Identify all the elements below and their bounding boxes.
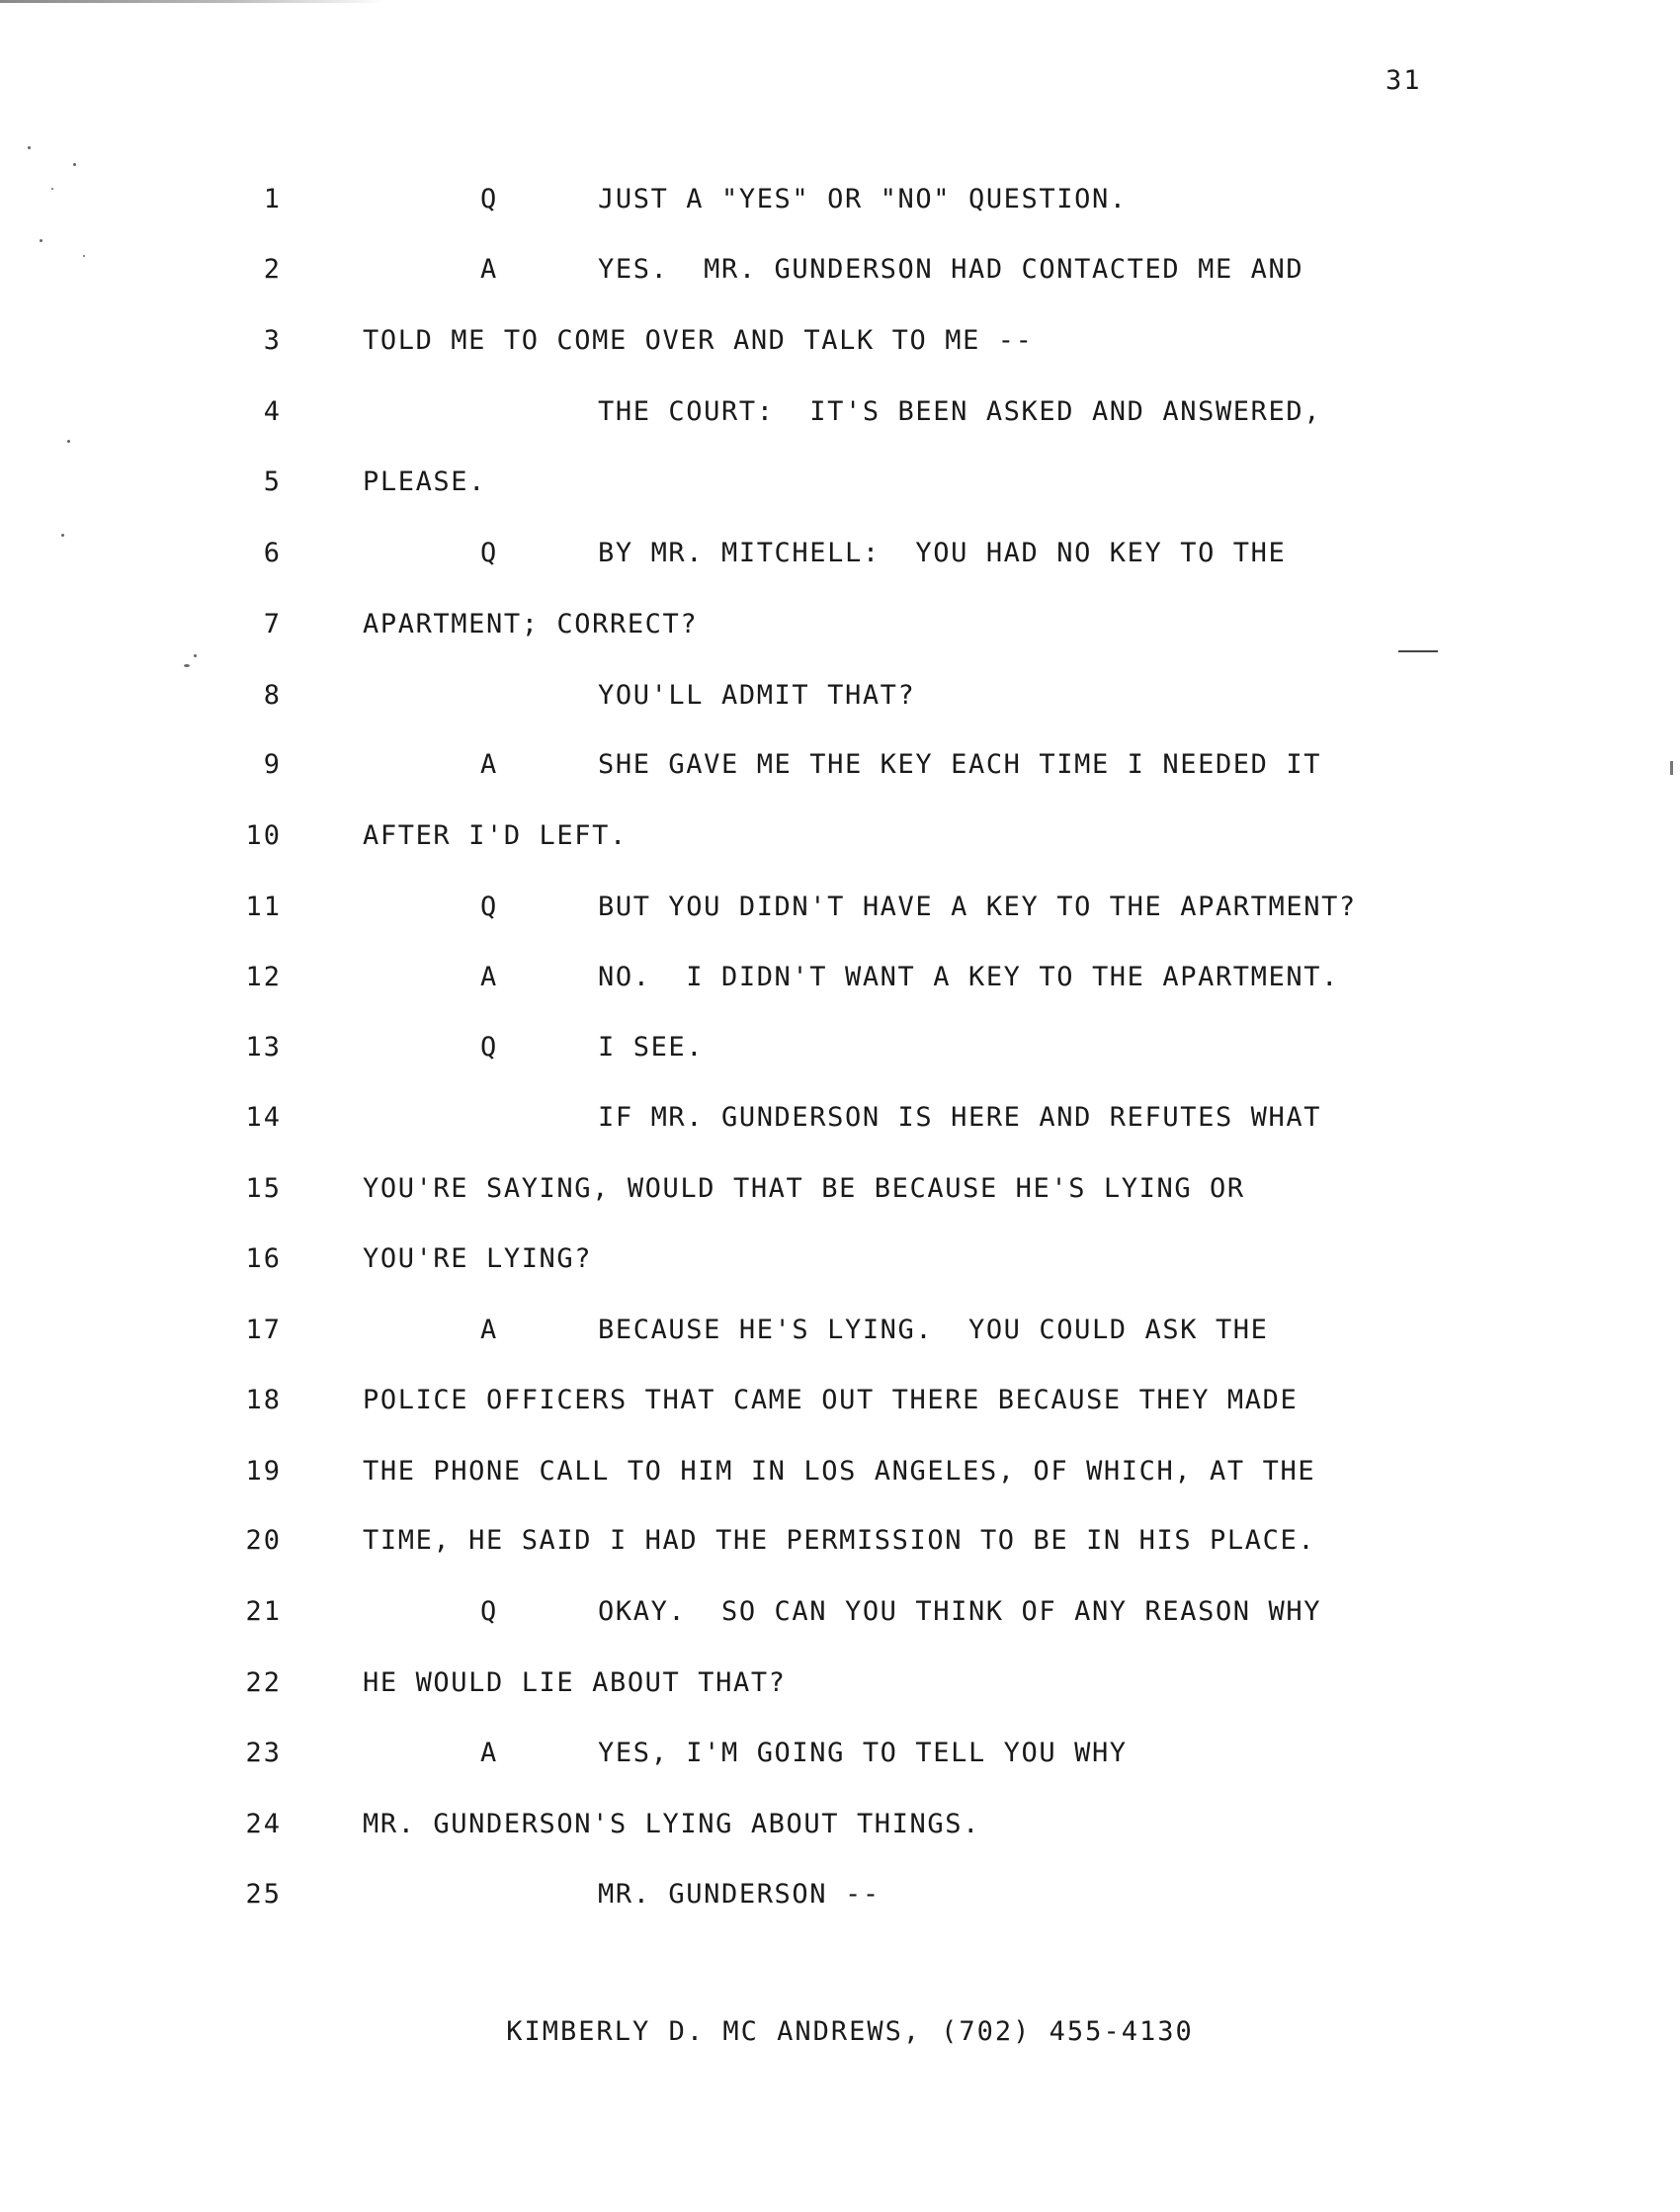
transcript-line	[0, 254, 1680, 294]
line-number: 21	[245, 1596, 282, 1627]
scan-edge-mark	[0, 0, 385, 3]
line-text: YOU'RE SAYING, WOULD THAT BE BECAUSE HE'S LYING OR	[363, 1173, 1245, 1204]
line-number: 5	[263, 467, 282, 497]
transcript-line	[0, 396, 1680, 436]
line-text: HE WOULD LIE ABOUT THAT?	[363, 1667, 787, 1698]
line-text: TIME, HE SAID I HAD THE PERMISSION TO BE IN HIS PLACE.	[363, 1525, 1316, 1556]
line-number: 6	[263, 538, 282, 568]
line-text: THE PHONE CALL TO HIM IN LOS ANGELES, OF WHICH, AT THE	[363, 1456, 1316, 1487]
line-number: 15	[245, 1173, 282, 1204]
reporter-phone: (702) 455-4130	[941, 2016, 1194, 2047]
scan-speck	[194, 654, 197, 657]
line-text: NO. I DIDN'T WANT A KEY TO THE APARTMENT.	[598, 962, 1339, 992]
reporter-name: KIMBERLY D. MC ANDREWS,	[506, 2016, 922, 2047]
line-text: POLICE OFFICERS THAT CAME OUT THERE BECAUSE THEY MADE	[363, 1385, 1299, 1415]
transcript-line	[0, 1315, 1680, 1354]
line-text: BY MR. MITCHELL: YOU HAD NO KEY TO THE	[598, 538, 1287, 568]
line-number: 17	[245, 1315, 282, 1345]
speaker-marker: A	[480, 1738, 497, 1768]
transcript-line	[0, 1032, 1680, 1071]
scan-speck	[67, 440, 70, 443]
line-text: JUST A "YES" OR "NO" QUESTION.	[598, 184, 1128, 214]
line-number: 10	[245, 820, 282, 851]
transcript-line	[0, 1243, 1680, 1283]
speaker-marker: Q	[480, 892, 497, 922]
line-text: TOLD ME TO COME OVER AND TALK TO ME --	[363, 325, 1034, 356]
line-number: 13	[245, 1032, 282, 1063]
transcript-line	[0, 609, 1680, 648]
line-number: 1	[263, 184, 282, 214]
line-text: YOU'RE LYING?	[363, 1243, 593, 1274]
reporter-footer	[0, 2016, 1680, 2047]
line-number: 2	[263, 254, 282, 285]
line-text: IF MR. GUNDERSON IS HERE AND REFUTES WHAT	[598, 1102, 1322, 1133]
transcript-line	[0, 1738, 1680, 1777]
line-number: 4	[263, 396, 282, 427]
line-number: 12	[245, 962, 282, 992]
line-number: 22	[245, 1667, 282, 1698]
line-number: 25	[245, 1879, 282, 1910]
transcript-line	[0, 1596, 1680, 1636]
scan-speck	[28, 146, 31, 149]
margin-dash-mark	[1398, 650, 1438, 652]
speaker-marker: A	[480, 254, 497, 285]
line-number: 16	[245, 1243, 282, 1274]
line-text: SHE GAVE ME THE KEY EACH TIME I NEEDED IT	[598, 749, 1322, 780]
transcript-line	[0, 1385, 1680, 1424]
line-text: YES. MR. GUNDERSON HAD CONTACTED ME AND	[598, 254, 1304, 285]
line-text: MR. GUNDERSON --	[598, 1879, 881, 1910]
speaker-marker: Q	[480, 1032, 497, 1063]
line-number: 9	[263, 749, 282, 780]
line-number: 20	[245, 1525, 282, 1556]
line-text: YOU'LL ADMIT THAT?	[598, 680, 916, 711]
line-number: 14	[245, 1102, 282, 1133]
transcript-line	[0, 1456, 1680, 1495]
line-number: 24	[245, 1809, 282, 1839]
speaker-marker: A	[480, 1315, 497, 1345]
transcript-line	[0, 1525, 1680, 1565]
transcript-line	[0, 1173, 1680, 1213]
transcript-line	[0, 325, 1680, 365]
scan-speck	[61, 534, 64, 537]
speaker-marker: Q	[480, 184, 497, 214]
speaker-marker: Q	[480, 538, 497, 568]
line-number: 19	[245, 1456, 282, 1487]
transcript-line	[0, 820, 1680, 860]
line-number: 23	[245, 1738, 282, 1768]
transcript-line	[0, 962, 1680, 1001]
scan-speck	[184, 664, 190, 667]
scan-speck	[40, 239, 42, 242]
line-text: YES, I'M GOING TO TELL YOU WHY	[598, 1738, 1128, 1768]
line-text: BECAUSE HE'S LYING. YOU COULD ASK THE	[598, 1315, 1269, 1345]
transcript-line	[0, 538, 1680, 577]
line-number: 7	[263, 609, 282, 639]
line-text: MR. GUNDERSON'S LYING ABOUT THINGS.	[363, 1809, 980, 1839]
line-text: BUT YOU DIDN'T HAVE A KEY TO THE APARTMENT?	[598, 892, 1357, 922]
line-text: APARTMENT; CORRECT?	[363, 609, 699, 639]
transcript-line	[0, 1667, 1680, 1707]
line-text: AFTER I'D LEFT.	[363, 820, 628, 851]
speaker-marker: A	[480, 962, 497, 992]
page-number: 31	[1386, 65, 1422, 96]
transcript-line	[0, 749, 1680, 789]
line-text: OKAY. SO CAN YOU THINK OF ANY REASON WHY	[598, 1596, 1322, 1627]
transcript-line	[0, 184, 1680, 223]
transcript-line	[0, 680, 1680, 720]
transcript-line	[0, 1809, 1680, 1848]
line-number: 8	[263, 680, 282, 711]
line-text: PLEASE.	[363, 467, 486, 497]
speaker-marker: A	[480, 749, 497, 780]
line-text: I SEE.	[598, 1032, 705, 1063]
transcript-line	[0, 892, 1680, 931]
transcript-line	[0, 1102, 1680, 1142]
transcript-line	[0, 467, 1680, 506]
transcript-line	[0, 1879, 1680, 1918]
scan-speck	[73, 163, 76, 166]
line-number: 11	[245, 892, 282, 922]
line-number: 3	[263, 325, 282, 356]
line-text: THE COURT: IT'S BEEN ASKED AND ANSWERED,	[598, 396, 1322, 427]
speaker-marker: Q	[480, 1596, 497, 1627]
line-number: 18	[245, 1385, 282, 1415]
